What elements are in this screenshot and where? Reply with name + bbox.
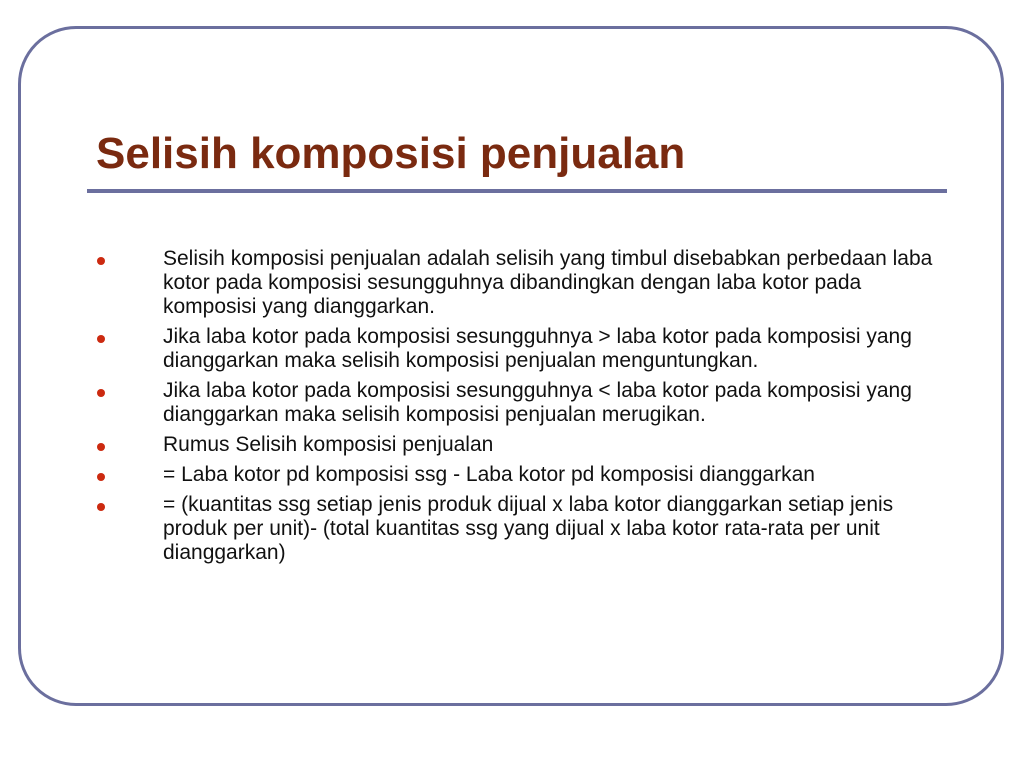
bullet-dot-icon xyxy=(97,503,105,511)
bullet-dot-icon xyxy=(97,443,105,451)
bullet-text: Jika laba kotor pada komposisi sesungguhnya > laba kotor pada komposisi yang dianggarkan maka selisih komposisi penjualan menguntungkan. xyxy=(163,325,912,372)
bullet-text: = (kuantitas ssg setiap jenis produk dijual x laba kotor dianggarkan setiap jenis produk per unit)- (total kuantitas ssg yang dijual x laba kotor rata-rata per unit dianggarkan) xyxy=(163,493,894,564)
slide-title: Selisih komposisi penjualan xyxy=(96,129,686,178)
bullet-dot-icon xyxy=(97,473,105,481)
title-underline xyxy=(87,189,947,193)
bullet-text: Selisih komposisi penjualan adalah selisih yang timbul disebabkan perbedaan laba kotor pada komposisi sesungguhnya dibandingkan dengan laba kotor pada komposisi yang dianggarkan. xyxy=(163,247,933,318)
bullet-text: Jika laba kotor pada komposisi sesungguhnya < laba kotor pada komposisi yang dianggarkan maka selisih komposisi penjualan merugikan. xyxy=(163,379,912,426)
bullet-item xyxy=(96,463,936,487)
bullet-dot-icon xyxy=(97,389,105,397)
bullet-dot-icon xyxy=(97,335,105,343)
bullet-item xyxy=(96,379,936,427)
bullet-item xyxy=(96,325,936,373)
bullet-dot-icon xyxy=(97,257,105,265)
bullet-text: Rumus Selisih komposisi penjualan xyxy=(163,433,494,456)
bullet-item xyxy=(96,493,936,565)
bullet-item xyxy=(96,247,936,319)
bullet-item xyxy=(96,433,936,457)
bullet-list xyxy=(96,247,936,571)
bullet-text: = Laba kotor pd komposisi ssg - Laba kotor pd komposisi dianggarkan xyxy=(163,463,815,486)
